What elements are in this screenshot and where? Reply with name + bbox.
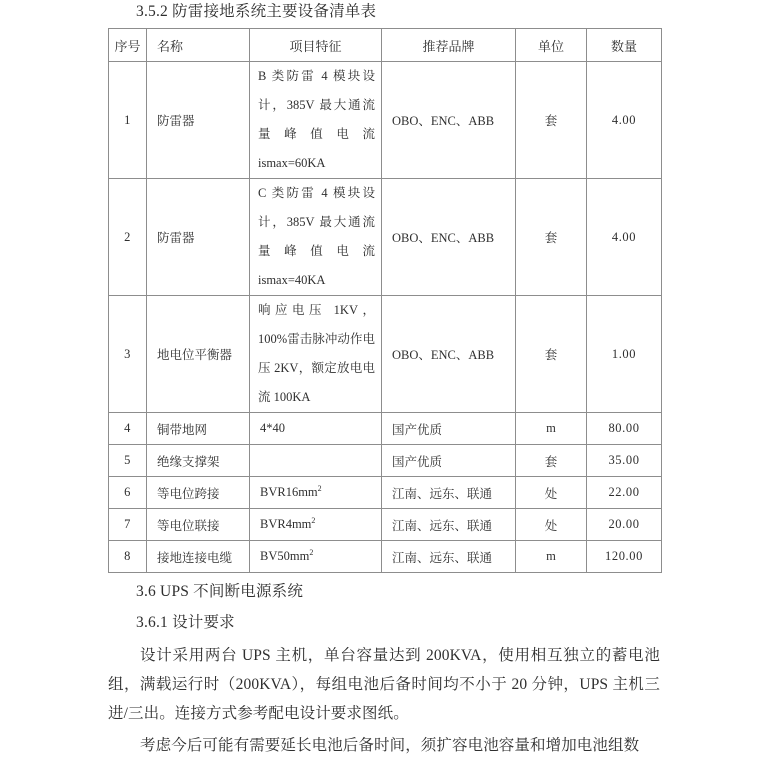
cell-feature-superscript: 2 <box>311 515 316 525</box>
cell-feature-text: BVR4mm <box>260 517 312 531</box>
table-row <box>109 509 662 541</box>
cell-unit: 套 <box>516 179 587 296</box>
cell-feature-text: C 类防雷 4 模块设计，385V 最大通流量峰值电流 ismax=40KA <box>258 186 375 287</box>
cell-qty: 4.00 <box>587 179 662 296</box>
heading-3-6-1: 3.6.1 设计要求 <box>136 614 235 631</box>
cell-brand: 江南、远东、联通 <box>382 541 516 573</box>
cell-brand: 国产优质 <box>382 413 516 445</box>
cell-brand: 国产优质 <box>382 445 516 477</box>
cell-unit: m <box>516 413 587 445</box>
page-title: 3.5.2 防雷接地系统主要设备清单表 <box>136 3 377 20</box>
cell-name: 地电位平衡器 <box>147 296 250 413</box>
equipment-list-table <box>108 28 662 573</box>
cell-unit: 套 <box>516 62 587 179</box>
cell-feature: 4*40 <box>250 413 382 445</box>
paragraph-battery-expansion: 考虑今后可能有需要延长电池后备时间，须扩容电池容量和增加电池组数 <box>140 737 640 754</box>
cell-feature-text: 响应电压 1KV，100%雷击脉冲动作电压 2KV，额定放电电流 100KA <box>258 303 375 404</box>
cell-qty: 35.00 <box>587 445 662 477</box>
table-row <box>109 445 662 477</box>
cell-brand: 江南、远东、联通 <box>382 477 516 509</box>
cell-qty: 1.00 <box>587 296 662 413</box>
table-row <box>109 413 662 445</box>
cell-no: 4 <box>109 413 147 445</box>
cell-qty: 22.00 <box>587 477 662 509</box>
cell-no: 6 <box>109 477 147 509</box>
table-row <box>109 477 662 509</box>
cell-name: 防雷器 <box>147 179 250 296</box>
cell-feature-text: B 类防雷 4 模块设计，385V 最大通流量峰值电流 ismax=60KA <box>258 69 375 170</box>
table-row <box>109 179 662 296</box>
cell-qty: 4.00 <box>587 62 662 179</box>
table-header-row <box>109 29 662 62</box>
cell-feature-text: BVR16mm <box>260 485 318 499</box>
cell-name: 绝缘支撑架 <box>147 445 250 477</box>
cell-no: 2 <box>109 179 147 296</box>
cell-feature <box>250 477 382 509</box>
table-row <box>109 296 662 413</box>
cell-feature <box>250 179 382 296</box>
cell-feature-superscript: 2 <box>309 547 314 557</box>
cell-name: 铜带地网 <box>147 413 250 445</box>
column-header-feature: 项目特征 <box>250 29 382 62</box>
cell-no: 8 <box>109 541 147 573</box>
cell-brand: OBO、ENC、ABB <box>382 179 516 296</box>
cell-name: 等电位跨接 <box>147 477 250 509</box>
cell-feature <box>250 62 382 179</box>
cell-unit: 套 <box>516 445 587 477</box>
cell-feature <box>250 509 382 541</box>
cell-brand: OBO、ENC、ABB <box>382 296 516 413</box>
column-header-brand: 推荐品牌 <box>382 29 516 62</box>
cell-feature <box>250 541 382 573</box>
cell-qty: 20.00 <box>587 509 662 541</box>
cell-unit: 套 <box>516 296 587 413</box>
column-header-qty: 数量 <box>587 29 662 62</box>
cell-qty: 120.00 <box>587 541 662 573</box>
cell-brand: OBO、ENC、ABB <box>382 62 516 179</box>
column-header-unit: 单位 <box>516 29 587 62</box>
cell-no: 1 <box>109 62 147 179</box>
column-header-name: 名称 <box>147 29 250 62</box>
cell-unit: 处 <box>516 477 587 509</box>
cell-feature-superscript: 2 <box>317 483 322 493</box>
table-row <box>109 541 662 573</box>
cell-feature-text: BV50mm <box>260 549 310 563</box>
cell-feature <box>250 296 382 413</box>
cell-name: 接地连接电缆 <box>147 541 250 573</box>
cell-feature <box>250 445 382 477</box>
paragraph-ups-design: 设计采用两台 UPS 主机，单台容量达到 200KVA，使用相互独立的蓄电池组，满载运行时（200KVA），每组电池后备时间均不小于 20 分钟，UPS 主机三进/三出。连接方式参考配电设计要求图纸。 <box>108 647 660 722</box>
cell-qty: 80.00 <box>587 413 662 445</box>
cell-unit: 处 <box>516 509 587 541</box>
cell-brand: 江南、远东、联通 <box>382 509 516 541</box>
cell-name: 等电位联接 <box>147 509 250 541</box>
table-row <box>109 62 662 179</box>
cell-no: 5 <box>109 445 147 477</box>
column-header-no: 序号 <box>109 29 147 62</box>
cell-no: 3 <box>109 296 147 413</box>
cell-unit: m <box>516 541 587 573</box>
heading-3-6: 3.6 UPS 不间断电源系统 <box>136 583 304 600</box>
cell-name: 防雷器 <box>147 62 250 179</box>
cell-no: 7 <box>109 509 147 541</box>
